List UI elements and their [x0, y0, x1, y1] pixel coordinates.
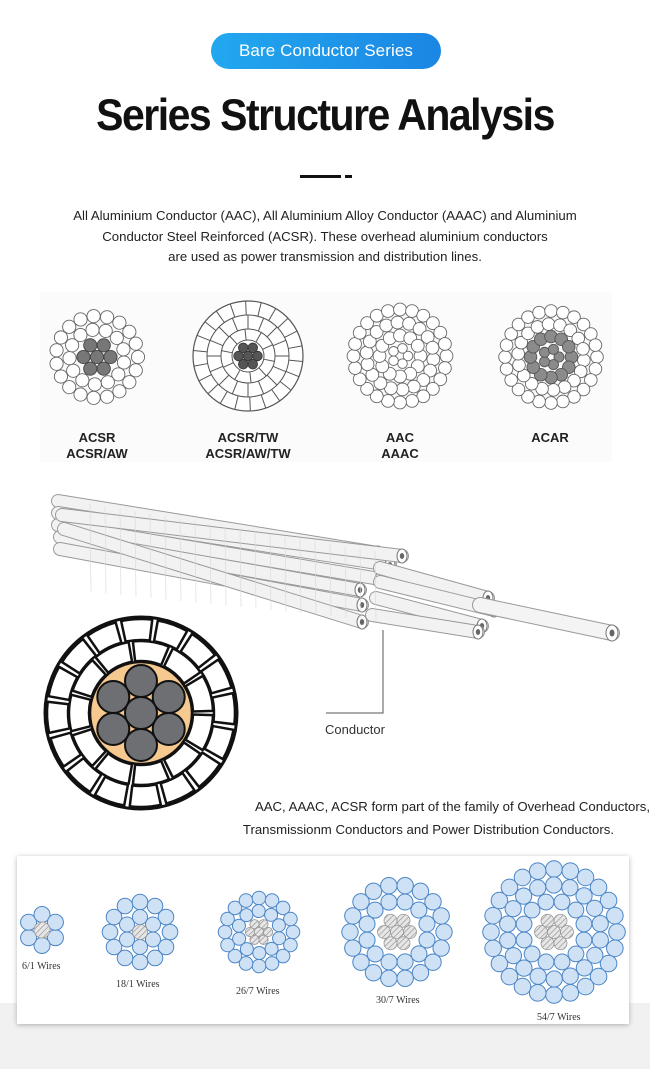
steel-strand	[404, 926, 417, 939]
aluminium-strand	[524, 902, 540, 918]
aluminium-strand	[286, 925, 300, 939]
steel-core-wire	[125, 697, 157, 729]
steel-strand	[384, 937, 397, 950]
trapezoid-wire-outer	[130, 784, 161, 807]
trapezoid-wire-outer	[212, 693, 235, 724]
steel-strand	[554, 937, 567, 950]
aluminium-strand	[120, 917, 135, 932]
aluminium-wire	[589, 339, 602, 352]
aluminium-wire	[389, 346, 399, 356]
aluminium-strand	[411, 946, 427, 962]
structure-label-acar: ACAR	[531, 430, 569, 445]
aluminium-wire	[439, 338, 452, 351]
aluminium-wire	[131, 350, 144, 363]
aluminium-strand	[554, 954, 570, 970]
aluminium-wire	[123, 325, 136, 338]
core-wire	[480, 605, 612, 633]
steel-wire	[243, 351, 253, 361]
aluminium-wire	[101, 376, 114, 389]
aluminium-strand	[485, 907, 502, 924]
aluminium-strand	[147, 950, 163, 966]
aluminium-strand	[411, 902, 427, 918]
intro-line: Conductor Steel Reinforced (ACSR). These overhead aluminium conductors	[102, 228, 548, 244]
aluminium-wire	[557, 395, 570, 408]
aluminium-strand	[218, 925, 232, 939]
intro-line: All Aluminium Conductor (AAC), All Aluminium Alloy Conductor (AAAC) and Aluminium	[73, 208, 577, 223]
strand-core	[360, 619, 364, 625]
aluminium-strand	[524, 946, 540, 962]
aluminium-strand	[397, 970, 413, 986]
aluminium-strand	[132, 954, 148, 970]
steel-core-wire	[97, 681, 129, 713]
aluminium-wire	[117, 343, 130, 356]
aluminium-strand	[576, 916, 592, 932]
aluminium-wire	[499, 351, 512, 364]
aluminium-wire	[50, 344, 63, 357]
structure-label-acsr-tw: ACSR/TW ACSR/AW/TW	[205, 430, 291, 461]
aluminium-strand	[516, 916, 532, 932]
aluminium-wire	[382, 305, 395, 318]
aluminium-strand	[345, 908, 361, 924]
aluminium-strand	[576, 960, 592, 976]
strand-core	[360, 602, 364, 608]
aluminium-wire	[426, 341, 439, 354]
aluminium-strand	[345, 940, 361, 956]
aluminium-strand	[529, 985, 546, 1002]
wire-label-26-7: 26/7 Wires	[236, 986, 280, 997]
aluminium-strand	[546, 987, 563, 1004]
aluminium-wire	[411, 339, 424, 352]
aluminium-strand	[162, 924, 178, 940]
aluminium-strand	[554, 894, 570, 910]
aluminium-strand	[381, 894, 397, 910]
aluminium-wire	[349, 362, 362, 375]
family-line: Transmissionm Conductors and Power Distribution Conductors.	[242, 822, 614, 837]
wire-config-30-7-icon	[342, 878, 452, 987]
aluminium-strand	[530, 968, 546, 984]
core-wire-center	[610, 630, 615, 637]
aluminium-wire	[545, 397, 558, 410]
aluminium-wire	[117, 356, 130, 369]
aluminium-strand	[546, 971, 562, 987]
conductor-pointer-line	[326, 630, 383, 713]
series-badge[interactable]: Bare Conductor Series	[211, 33, 441, 69]
aluminium-strand	[133, 910, 148, 925]
aluminium-wire	[440, 350, 453, 363]
aluminium-wire	[50, 357, 63, 370]
aluminium-strand	[381, 954, 397, 970]
steel-core-wire	[125, 665, 157, 697]
acsr-tw-cross-section-icon	[193, 301, 303, 411]
aluminium-strand	[607, 940, 624, 957]
steel-strand	[554, 914, 567, 927]
acsr-cross-section-icon	[50, 310, 145, 405]
aluminium-strand	[425, 894, 441, 910]
steel-strand	[535, 926, 548, 939]
trapezoid-wire-inner	[69, 695, 91, 731]
aluminium-strand	[514, 869, 531, 886]
aluminium-strand	[419, 916, 435, 932]
wire-config-54-7-icon	[483, 861, 626, 1004]
aluminium-strand	[500, 916, 516, 932]
aluminium-wire	[110, 331, 123, 344]
alloy-wire	[539, 357, 549, 367]
aluminium-wire	[129, 337, 142, 350]
steel-wire	[77, 350, 90, 363]
aluminium-wire	[406, 395, 419, 408]
wire-config-diagrams	[0, 850, 650, 1030]
aluminium-strand	[516, 932, 532, 948]
aluminium-strand	[397, 878, 413, 894]
trapezoid-wire-outer	[47, 702, 70, 733]
steel-core-wire	[153, 713, 185, 745]
intro-line: are used as power transmission and distribution lines.	[168, 249, 482, 264]
aluminium-wire	[88, 378, 101, 391]
wire-config-6-1-icon	[21, 907, 64, 954]
aluminium-strand	[365, 883, 381, 899]
aluminium-wire	[87, 391, 100, 404]
aluminium-strand	[272, 919, 285, 932]
aluminium-strand	[433, 940, 449, 956]
aluminium-strand	[577, 978, 594, 995]
strand-core	[476, 629, 480, 635]
aluminium-strand	[483, 924, 500, 941]
aluminium-wire	[398, 359, 408, 369]
strand-core	[358, 587, 362, 593]
aluminium-strand	[568, 946, 584, 962]
aluminium-wire	[394, 396, 407, 409]
aluminium-wire	[63, 352, 76, 365]
steel-strand	[397, 937, 410, 950]
aluminium-strand	[133, 940, 148, 955]
aluminium-strand	[145, 932, 160, 947]
aluminium-strand	[102, 924, 118, 940]
aluminium-strand	[117, 898, 133, 914]
aluminium-wire	[531, 321, 544, 334]
aluminium-strand	[538, 894, 554, 910]
aluminium-strand	[359, 916, 375, 932]
aluminium-wire	[545, 305, 558, 318]
wire-label-30-7: 30/7 Wires	[376, 995, 420, 1006]
aluminium-strand	[252, 891, 266, 905]
aluminium-strand	[530, 880, 546, 896]
steel-wire	[84, 339, 97, 352]
aluminium-wire	[63, 320, 76, 333]
aluminium-strand	[120, 932, 135, 947]
alloy-wire	[562, 340, 575, 353]
aluminium-strand	[342, 924, 358, 940]
aluminium-wire	[86, 323, 99, 336]
alloy-wire	[548, 344, 558, 354]
aac-cross-section-icon	[347, 303, 453, 409]
aluminium-wire	[591, 351, 604, 364]
steel-strand	[34, 922, 50, 938]
aluminium-strand	[381, 970, 397, 986]
aluminium-strand	[562, 863, 579, 880]
steel-strand	[133, 925, 148, 940]
aluminium-wire	[87, 310, 100, 323]
wire-label-6-1: 6/1 Wires	[22, 961, 61, 972]
aluminium-wire	[74, 313, 87, 326]
steel-wire	[97, 362, 110, 375]
wire-label-54-7: 54/7 Wires	[537, 1012, 581, 1023]
aluminium-wire	[500, 363, 513, 376]
wire-config-18-1-icon	[102, 894, 178, 970]
aluminium-wire	[547, 384, 560, 397]
steel-wire	[104, 350, 117, 363]
aluminium-wire	[63, 381, 76, 394]
aluminium-strand	[586, 900, 602, 916]
aluminium-wire	[394, 303, 407, 316]
aluminium-wire	[54, 370, 67, 383]
aluminium-wire	[398, 344, 408, 354]
aluminium-strand	[485, 940, 502, 957]
aluminium-strand	[265, 942, 278, 955]
aluminium-wire	[74, 328, 87, 341]
structure-label-aac: AAC AAAC	[381, 430, 419, 461]
aluminium-strand	[562, 985, 579, 1002]
aluminium-strand	[607, 907, 624, 924]
steel-strand	[384, 914, 397, 927]
aluminium-strand	[609, 924, 626, 941]
aluminium-wire	[577, 343, 590, 356]
steel-strand	[378, 926, 391, 939]
steel-strand	[397, 914, 410, 927]
aluminium-strand	[367, 902, 383, 918]
aluminium-strand	[412, 965, 428, 981]
aluminium-strand	[576, 932, 592, 948]
steel-wire	[90, 350, 103, 363]
aluminium-strand	[397, 894, 413, 910]
aluminium-wire	[407, 380, 420, 393]
steel-wire	[97, 339, 110, 352]
steel-strand	[548, 926, 561, 939]
aluminium-strand	[419, 932, 435, 948]
steel-core-wire	[97, 713, 129, 745]
aluminium-strand	[592, 916, 608, 932]
aluminium-strand	[265, 957, 279, 971]
aluminium-strand	[500, 932, 516, 948]
steel-strand	[561, 926, 574, 939]
aluminium-strand	[381, 878, 397, 894]
steel-strand	[541, 914, 554, 927]
aluminium-strand	[529, 863, 546, 880]
wire-label-18-1: 18/1 Wires	[116, 979, 160, 990]
aluminium-strand	[359, 932, 375, 948]
aluminium-wire	[361, 358, 374, 371]
aluminium-strand	[367, 946, 383, 962]
strand-core	[400, 553, 404, 559]
conductor-label: Conductor	[325, 722, 385, 737]
aluminium-wire	[542, 318, 555, 331]
aluminium-strand	[239, 894, 253, 908]
aluminium-wire	[391, 316, 404, 329]
aluminium-strand	[233, 932, 246, 945]
steel-core-wire	[125, 729, 157, 761]
acar-cross-section-icon	[499, 305, 604, 410]
aluminium-strand	[436, 924, 452, 940]
wire-config-26-7-icon	[218, 891, 300, 973]
aluminium-wire	[380, 319, 393, 332]
aluminium-strand	[240, 909, 253, 922]
aluminium-strand	[516, 888, 532, 904]
family-line: AAC, AAAC, ACSR form part of the family of Overhead Conductors,	[254, 799, 650, 814]
aluminium-strand	[433, 908, 449, 924]
aluminium-strand	[252, 959, 266, 973]
aluminium-strand	[252, 905, 265, 918]
aluminium-wire	[396, 383, 409, 396]
aluminium-wire	[129, 364, 142, 377]
aluminium-wire	[113, 385, 126, 398]
aluminium-wire	[67, 364, 80, 377]
aluminium-strand	[546, 877, 562, 893]
steel-strand	[541, 937, 554, 950]
structure-diagrams	[0, 0, 650, 470]
aluminium-strand	[132, 894, 148, 910]
family-paragraph	[200, 795, 650, 841]
aluminium-wire	[513, 359, 526, 372]
aluminium-strand	[397, 954, 413, 970]
aluminium-wire	[74, 388, 87, 401]
aluminium-wire	[100, 390, 113, 403]
aluminium-wire	[54, 331, 67, 344]
aluminium-wire	[100, 311, 113, 324]
aluminium-wire	[389, 356, 399, 366]
wire-divider	[246, 301, 247, 315]
steel-wire	[84, 362, 97, 375]
steel-core-wire	[153, 681, 185, 713]
steel-strand	[259, 935, 268, 944]
aluminium-strand	[253, 946, 266, 959]
steel-strand	[250, 920, 259, 929]
trapezoid-wire-outer	[121, 619, 152, 642]
wire-divider	[250, 397, 251, 411]
aluminium-strand	[562, 880, 578, 896]
aluminium-strand	[145, 917, 160, 932]
conductor-cross-section-icon	[36, 608, 246, 818]
aluminium-strand	[546, 861, 563, 878]
aluminium-wire	[533, 306, 546, 319]
structure-label-acsr: ACSR ACSR/AW	[66, 430, 128, 461]
aluminium-wire	[347, 350, 360, 363]
aluminium-strand	[592, 932, 608, 948]
steel-strand	[259, 920, 268, 929]
aluminium-strand	[562, 968, 578, 984]
aluminium-strand	[568, 902, 584, 918]
aluminium-strand	[505, 948, 521, 964]
steel-strand	[391, 926, 404, 939]
aluminium-strand	[353, 954, 369, 970]
aluminium-wire	[558, 381, 571, 394]
page-title: Series Structure Analysis	[96, 90, 554, 140]
aluminium-strand	[538, 954, 554, 970]
